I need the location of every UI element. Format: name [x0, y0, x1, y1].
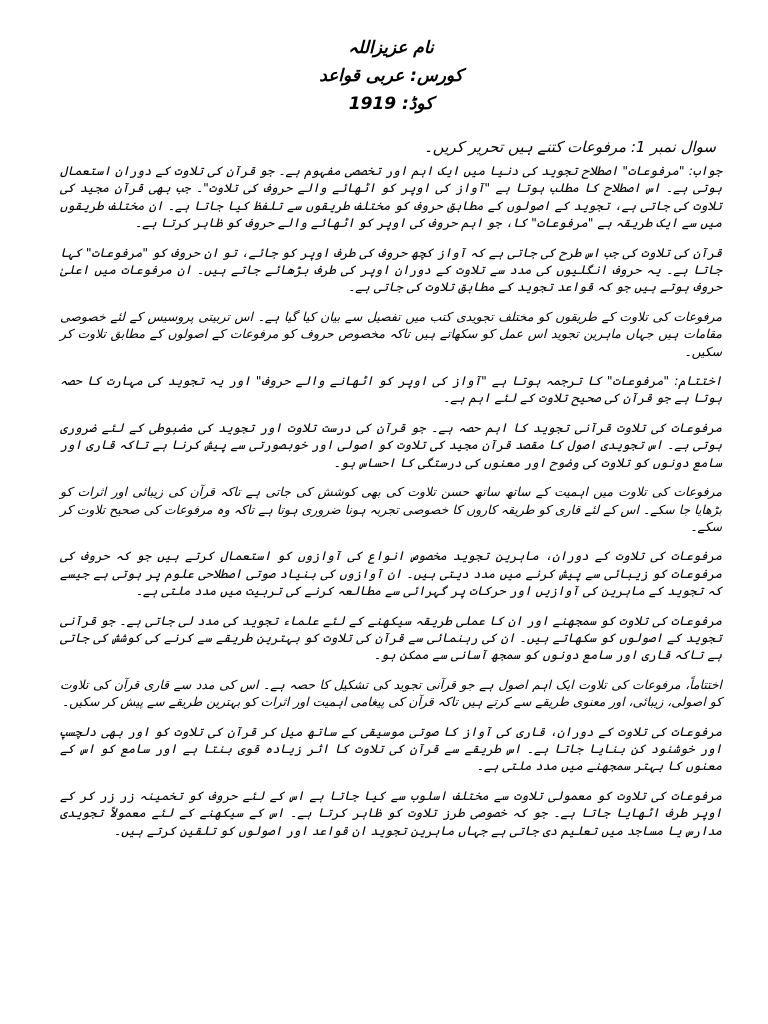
answer-paragraph: مرفوعات کی تلاوت کو معمولی تلاوت سے مختلف اسلوب سے کیا جاتا ہے اس کے لئے حروف کو تخمینہ زر زر کر کے اوپر طرف اٹھایا جاتا ہے۔ جو کہ خصوصی طرز تلاوت کو ظاہر کرتا ہے۔ اس کے سیکھنے کے لئے معمولاً تجویدی مدارس یا مساجد میں تعلیم دی جاتی ہے جہاں ماہرین تجوید ان قواعد اور اصولوں کو تلقین کرتے ہیں۔: [60, 787, 722, 838]
answer-paragraph: مرفوعات کی تلاوت کے دوران، قاری کی آواز کا صوتی موسیقی کے ساتھ میل کر قرآن کی تلاوت کو اور بھی دلچسپ اور خوشنود کن بنایا جاتا ہے۔ اس طریقے سے قرآن کی تلاوت کا اثر زیادہ قوی بنتا ہے اور سامع کو اس کے معنوں کا بہتر سمجھنے میں مدد ملتی ہے۔: [60, 723, 722, 774]
answer-paragraph: مرفوعات کی تلاوت میں اہمیت کے ساتھ ساتھ حسن تلاوت کی بھی کوشش کی جاتی ہے تاکہ قرآن کی زیبائی اور اثرات کو بڑھایا جا سکے۔ اس کے لئے قاری کو طریقہ کاروں کا خصوصی تجربہ ہونا ضروری ہوتا ہے تاکہ وہ مرفوعات کی صحیح تلاوت کر سکے۔: [60, 484, 722, 534]
header: [60, 34, 722, 118]
answer-paragraph: جواب: "مرفوعات" اصطلاح تجوید کی دنیا میں ایک اہم اور تخصصی مفہوم ہے۔ جو قرآن کی تلاوت کے دوران استعمال ہوتی ہے۔ اس اصطلاح کا مطلب ہوتا ہے "آواز کی اوپر کو اٹھائے والے حروف کی تلاوت"۔ جب بھی قرآن مجید کی تلاوت کی جاتی ہے، تجوید کے اصولوں کے مطابق حروف کو مختلف طریقوں سے تلفظ کیا جاتا ہے۔ ان مختلف طریقوں میں سے ایک طریقہ ہے "مرفوعات" کا، جو اہم حروف کی اوپر کو اٹھائے والے حروف کو ظاہر کرتا ہے۔: [60, 163, 722, 231]
student-name: نام عزیزاللہ: [348, 38, 434, 58]
answer-paragraph: مرفوعات کی تلاوت قرآنی تجوید کا اہم حصہ ہے۔ جو قرآن کی درست تلاوت اور تجوید کی مضبوطی کے لئے ضروری ہوتی ہے۔ اس تجویدی اصول کا مقصد قرآن مجید کی تلاوت کو اصولی اور خوبصورتی سے پیش کرنا ہے تاکہ قاری اور سامع دونوں کو تلاوت کی وضوح اور معنوں کی درستگی کا احساس ہو۔: [60, 419, 722, 470]
answer-paragraph: مرفوعات کی تلاوت کو سمجھنے اور ان کا عملی طریقہ سیکھنے کے لئے علماء تجوید کی مدد لی جاتی ہے۔ جو قرآنی تجوید کے اصولوں کو سکھاتے ہیں۔ ان کی رہنمائی سے قرآن کی تلاوت کو بہترین طریقے سے کرنے کی کوشش کی جاتی ہے تاکہ قاری اور سامع دونوں کو سمجھ آسانی سے ممکن ہو۔: [60, 612, 722, 663]
answer-paragraph: اختتام: "مرفوعات" کا ترجمہ ہوتا ہے "آواز کی اوپر کو اٹھانے والے حروف" اور یہ تجوید کی مہارت کا حصہ ہوتا ہے جو قرآن کی صحیح تلاوت کے لئے اہم ہے۔: [60, 373, 722, 406]
course-code: کوڈ: 1919: [348, 94, 434, 114]
question-text: سوال نمبر 1: مرفوعات کتنے ہیں تحریر کریں۔: [424, 138, 716, 156]
answer-paragraph: اختتاماً، مرفوعات کی تلاوت ایک اہم اصول ہے جو قرآنی تجوید کی تشکیل کا حصہ ہے۔ اس کی مدد سے قاری قرآن کی تلاوت کو اصولی، زیبائی، اور معنوی طریقے سے کرتے ہیں تاکہ قرآن کی پیغامی اہمیت اور اثرات کو بہترین طریقے سے پیش کر سکیں۔: [60, 676, 722, 710]
answer-paragraph: مرفوعات کی تلاوت کے طریقوں کو مختلف تجویدی کتب میں تفصیل سے بیان کیا گیا ہے۔ اس تربیتی پروسیس کے لئے خصوصی مقامات ہیں جہاں ماہرین تجوید اس عمل کو سکھاتے ہیں تاکہ مخصوص حروف کو مرفوعات کے اصولوں کے مطابق تلاوت کر سکیں۔: [60, 308, 722, 359]
answer-paragraph: قرآن کی تلاوت کی جب اس طرح کی جاتی ہے کہ آواز کچھ حروف کی طرف اوپر کو جائے، تو ان حروف کو "مرفوعات" کہا جاتا ہے۔ یہ حروف انگلیوں کی مدد سے تلاوت کے دوران اوپر کی طرف بڑھائے جاتے ہیں۔ ان مرفوعات میں اعلیٰ حروف ہوتے ہیں جو کہ قواعد تجوید کے مطابق تلاوت کی جاتی ہے۔: [60, 244, 722, 295]
course-title: کورس: عربی قواعد: [319, 66, 463, 86]
answer-paragraph: مرفوعات کی تلاوت کے دوران، ماہرین تجوید مخصوص انواع کی آوازوں کو استعمال کرتے ہیں جو کہ حروف کی مرفوعات کو زیبائی سے پیش کرنے میں مدد دیتی ہیں۔ ان آوازوں کی بنیاد صوتی اصطلاحی علوم پر ہوتی ہے جیسے کہ تجوید کے ماہرین کی آوازیں اور حرکات پر گہرائی سے مطالعہ کرنے کی تربیت میں مدد ملتی ہے۔: [60, 548, 722, 599]
